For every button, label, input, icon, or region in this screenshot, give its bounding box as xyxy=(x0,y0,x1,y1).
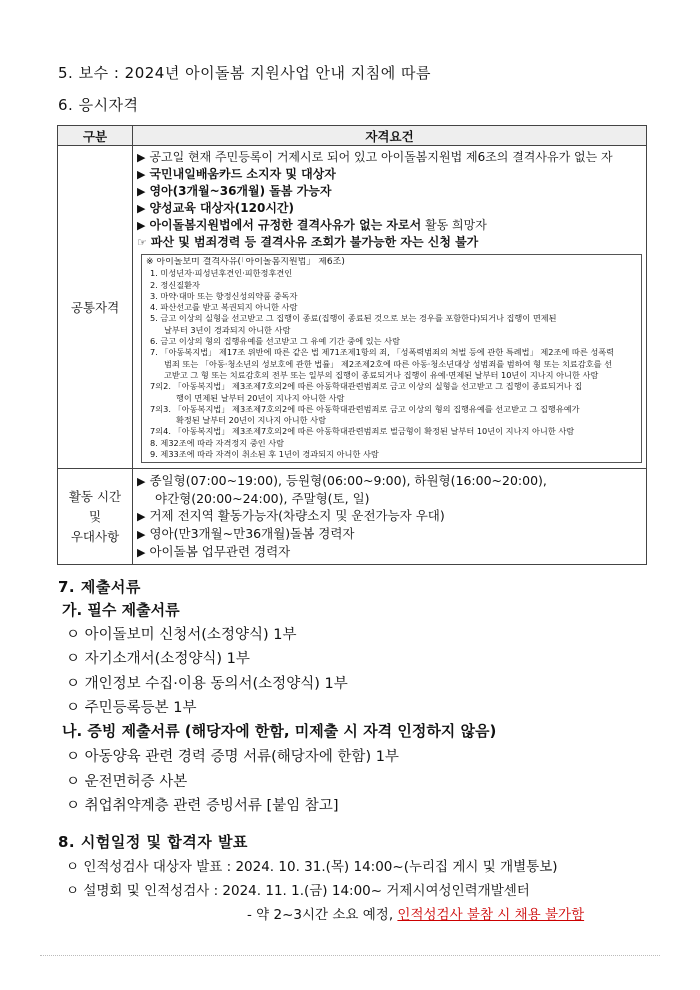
box-item: 7의3. 「아동복지법」 제3조제7호의2에 따른 아동학대관련범죄로 금고 이상의 형의 집행유예를 선고받고 그 집행유예가 xyxy=(150,403,580,414)
warning-line: ☞ 파산 및 범죄경력 등 결격사유 조회가 불가능한 자는 신청 불가 xyxy=(137,235,479,249)
box-item: 6. 금고 이상의 형의 집행유예를 선고받고 그 유예 기간 중에 있는 사람 xyxy=(150,336,400,347)
subheading-required: 가. 필수 제출서류 xyxy=(62,601,180,619)
triangle-right-icon: ▶ xyxy=(137,546,146,560)
box-item: 3. 마약·대마 또는 향정신성의약품 중독자 xyxy=(150,290,298,301)
subheading-evidence: 나. 증빙 제출서류 (해당자에 한함, 미제출 시 자격 인정하지 않음) xyxy=(62,722,497,740)
activity-item-cont: 야간형(20:00~24:00), 주말형(토, 일) xyxy=(155,491,370,507)
box-item: 8. 제32조에 따라 자격정지 중인 사람 xyxy=(150,437,285,448)
triangle-right-icon: ▶ xyxy=(137,151,146,164)
common-item: ▶ 공고일 현재 주민등록이 거제시로 되어 있고 아이돌봄지원법 제6조의 결격사유가 없는 자 xyxy=(137,150,613,164)
activity-item: ▶ 종일형(07:00~19:00), 등원형(06:00~9:00), 하원형(16:00~20:00), xyxy=(137,473,547,489)
box-item: 2. 정신질환자 xyxy=(150,279,200,290)
required-doc-item: ㅇ 아이돌보미 신청서(소정양식) 1부 xyxy=(66,627,297,643)
common-item: ▶ 양성교육 대상자(120시간) xyxy=(137,201,294,215)
evidence-doc-item: ㅇ 취업취약계층 관련 증빙서류 [붙임 참고] xyxy=(66,798,339,814)
box-item: 확정된 날부터 20년이 지나지 아니한 사람 xyxy=(176,415,326,426)
evidence-doc-item: ㅇ 운전면허증 사본 xyxy=(66,774,188,790)
common-item: ▶ 영아(3개월~36개월) 돌봄 가능자 xyxy=(137,184,332,198)
required-doc-item: ㅇ 자기소개서(소정양식) 1부 xyxy=(66,651,250,667)
disqualification-box xyxy=(141,254,642,463)
schedule-item: ㅇ 인적성검사 대상자 발표 : 2024. 10. 31.(목) 14:00~(누리집 게시 및 개별통보) xyxy=(66,859,558,875)
absence-warning: 인적성검사 불참 시 채용 불가함 xyxy=(397,907,585,923)
box-item: 고받고 그 형 또는 치료감호의 전부 또는 일부의 집행이 종료되거나 집행이 유예·면제된 날부터 10년이 지나지 아니한 사람 xyxy=(164,369,599,380)
box-item: 7의4. 「아동복지법」 제3조제7호의2에 따른 아동학대관련범죄로 벌금형이 확정된 날부터 10년이 지나지 아니한 사람 xyxy=(150,426,575,437)
evidence-doc-item: ㅇ 아동양육 관련 경력 증명 서류(해당자에 한함) 1부 xyxy=(66,749,399,765)
section8-heading: 8. 시험일정 및 합격자 발표 xyxy=(58,833,248,851)
pointing-hand-icon: ☞ xyxy=(137,236,147,249)
box-item: 행이 면제된 날부터 20년이 지나지 아니한 사람 xyxy=(176,392,345,403)
triangle-right-icon: ▶ xyxy=(137,168,146,181)
triangle-right-icon: ▶ xyxy=(137,219,146,232)
activity-item: ▶ 거제 전지역 활동가능자(차량소지 및 운전가능자 우대) xyxy=(137,508,445,524)
qualification-table xyxy=(57,125,647,565)
common-item: ▶ 국민내일배움카드 소지자 및 대상자 xyxy=(137,167,336,181)
common-cell xyxy=(133,146,647,469)
section6-heading: 6. 응시자격 xyxy=(58,96,139,114)
box-item: 9. 제33조에 따라 자격이 취소된 후 1년이 경과되지 아니한 사람 xyxy=(150,449,379,460)
schedule-item: ㅇ 설명회 및 인적성검사 : 2024. 11. 1.(금) 14:00~ 거제시여성인력개발센터 xyxy=(66,883,530,899)
box-item: 4. 파산선고를 받고 복권되지 아니한 사람 xyxy=(150,302,298,313)
box-item: 날부터 3년이 경과되지 아니한 사람 xyxy=(164,324,291,335)
box-item: 범죄 또는 「아동·청소년의 성보호에 관한 법률」 제2조제2호에 따른 아동·청소년대상 성범죄를 범하여 형 또는 치료감호를 선 xyxy=(164,358,613,369)
box-item: 7의2. 「아동복지법」 제3조제7호의2에 따른 아동학대관련범죄로 금고 이상의 실형을 선고받고 그 집행이 종료되거나 집 xyxy=(150,381,583,392)
triangle-right-icon: ▶ xyxy=(137,528,146,542)
table-head-requirements: 자격요건 xyxy=(133,126,647,146)
triangle-right-icon: ▶ xyxy=(137,202,146,215)
activity-item: ▶ 아이돌봄 업무관련 경력자 xyxy=(137,544,291,560)
section7-heading: 7. 제출서류 xyxy=(58,578,141,596)
triangle-right-icon: ▶ xyxy=(137,475,146,489)
section5-heading: 5. 보수 : 2024년 아이돌봄 지원사업 안내 지침에 따름 xyxy=(58,64,432,82)
required-doc-item: ㅇ 주민등록등본 1부 xyxy=(66,700,197,716)
required-doc-item: ㅇ 개인정보 수집·이용 동의서(소정양식) 1부 xyxy=(66,676,348,692)
triangle-right-icon: ▶ xyxy=(137,185,146,198)
box-item: 5. 금고 이상의 실형을 선고받고 그 집행이 종료(집행이 종료된 것으로 보는 경우를 포함한다)되거나 집행이 면제된 xyxy=(150,313,557,324)
box-item: 1. 미성년자·피성년후견인·피한정후견인 xyxy=(150,268,293,279)
box-title: ※ 아이돌보미 결격사유(「아이돌봄지원법」 제6조) xyxy=(146,257,345,267)
table-head-category: 구분 xyxy=(58,126,133,146)
schedule-note: - 약 2~3시간 소요 예정, 인적성검사 불참 시 채용 불가함 xyxy=(247,907,585,923)
page-divider xyxy=(40,955,660,956)
activity-item: ▶ 영아(만3개월~만36개월)돌봄 경력자 xyxy=(137,526,355,542)
triangle-right-icon: ▶ xyxy=(137,510,146,524)
activity-label: 활동 시간 및 우대사항 xyxy=(58,469,133,565)
common-label: 공통자격 xyxy=(58,146,133,469)
common-item: ▶ 아이돌봄지원법에서 규정한 결격사유가 없는 자로서 활동 희망자 xyxy=(137,218,487,232)
activity-cell xyxy=(133,469,647,565)
box-item: 7. 「아동복지법」 제17조 위반에 따른 같은 법 제71조제1항의 죄, 「성폭력범죄의 처벌 등에 관한 특례법」 제2조에 따른 성폭력 xyxy=(150,347,615,358)
